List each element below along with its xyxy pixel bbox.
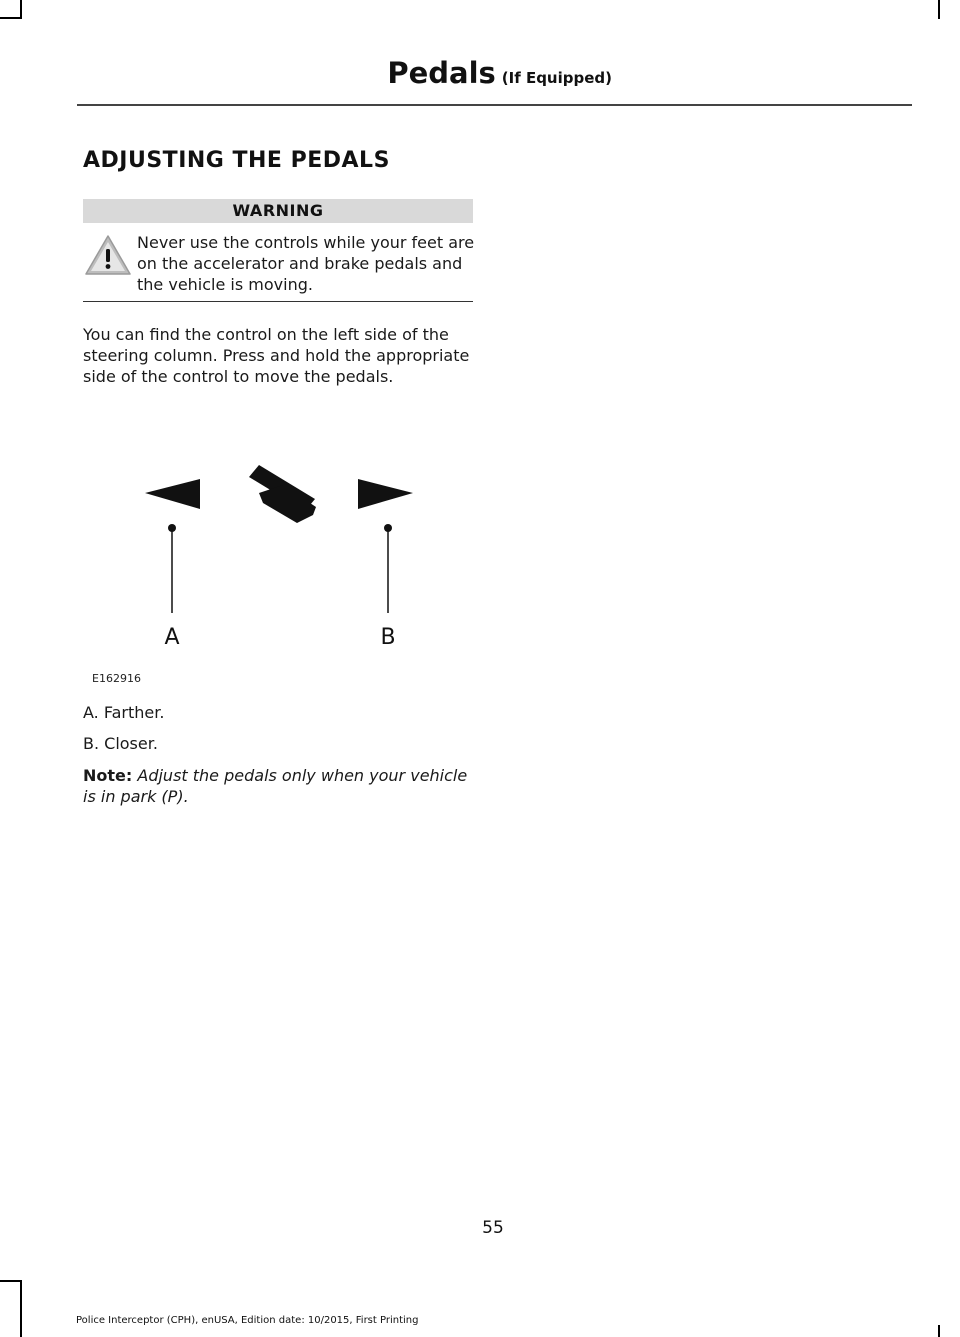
footer-text: Police Interceptor (CPH), enUSA, Edition date: 10/2015, First Printing (76, 1315, 419, 1326)
warning-label: WARNING (83, 199, 473, 223)
legend-item-a: A. Farther. (83, 703, 165, 722)
note-text: Adjust the pedals only when your vehicle is in park (P). (83, 766, 468, 806)
warning-text: Never use the controls while your feet are on the accelerator and brake pedals and the vehicle is moving. (137, 233, 475, 294)
crop-mark-top-right (938, 0, 940, 19)
crop-mark-top-left-vertical (20, 0, 22, 19)
pedal-icon (249, 465, 316, 523)
warning-divider (83, 301, 473, 302)
note (83, 765, 473, 807)
header-divider (77, 104, 912, 106)
page-number: 55 (482, 1218, 504, 1238)
legend-item-b: B. Closer. (83, 734, 158, 753)
callout-a-letter: A (164, 625, 180, 650)
warning-triangle-icon (84, 234, 132, 276)
note-label: Note: (83, 766, 133, 785)
header-subtitle: (If Equipped) (501, 69, 612, 87)
page-header-title (387, 56, 612, 90)
callout-b-letter: B (380, 625, 396, 650)
pedal-control-diagram (83, 455, 473, 695)
crop-mark-bottom-right (938, 1325, 940, 1337)
body-paragraph: You can find the control on the left side of the steering column. Press and hold the appropriate side of the control to move the pedals. (83, 325, 470, 386)
section-title: ADJUSTING THE PEDALS (83, 148, 390, 173)
crop-mark-top-left (0, 17, 20, 19)
header-title-text: Pedals (387, 56, 496, 90)
arrow-left-icon (145, 479, 200, 509)
crop-mark-bottom-left-vertical (20, 1280, 22, 1337)
arrow-right-icon (358, 479, 413, 509)
crop-mark-bottom-left (0, 1280, 20, 1282)
figure-id: E162916 (92, 672, 141, 685)
